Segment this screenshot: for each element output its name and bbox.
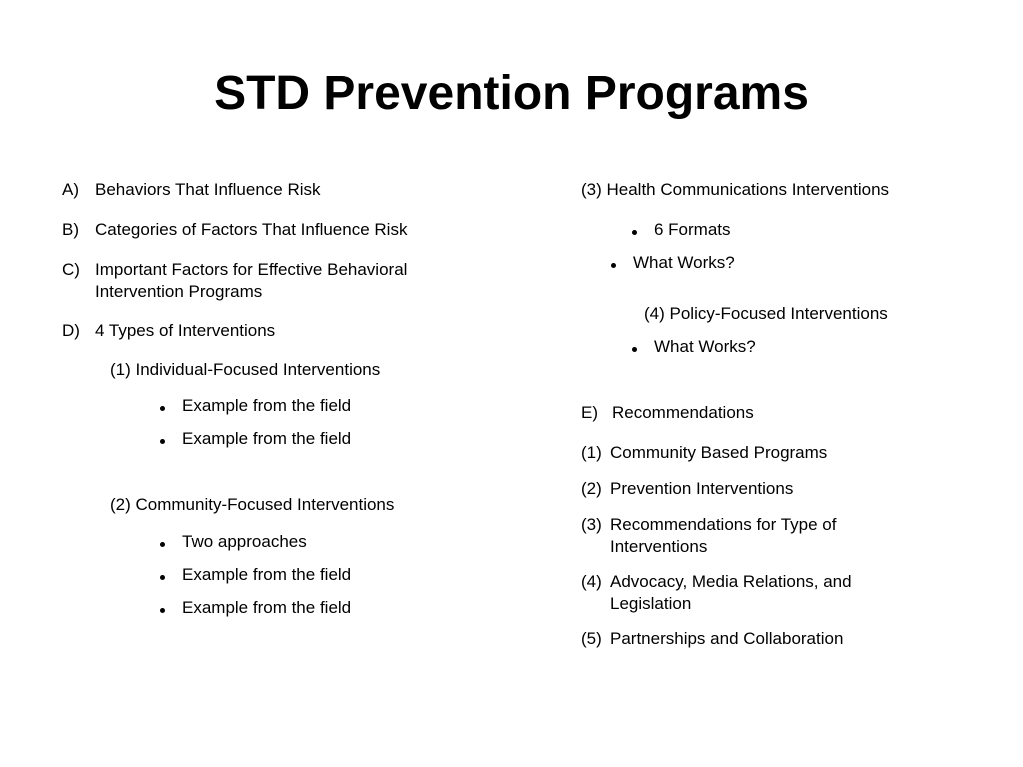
sub4-bullet-1: What Works? [654,337,756,356]
bullet-dot [160,439,165,444]
section-e-marker: E) [581,403,598,422]
sub4-heading: (4) Policy-Focused Interventions [644,304,888,323]
section-e-text: Recommendations [612,403,754,422]
bullet-dot [611,263,616,268]
rec-1-text: Community Based Programs [610,443,828,462]
item-a-marker: A) [62,180,79,199]
sub2-bullet-2: Example from the field [182,565,352,584]
slide-title: STD Prevention Programs [214,67,809,120]
bullet-dot [160,406,165,411]
sub3-heading: (3) Health Communications Interventions [581,180,890,199]
rec-4-text-line2: Legislation [610,594,692,613]
sub3-bullet-1: 6 Formats [654,220,731,239]
bullet-dot [160,542,165,547]
item-b-text: Categories of Factors That Influence Risk [95,220,408,239]
bullet-dot [632,347,637,352]
rec-4-num: (4) [581,572,602,591]
sub3-bullet-2: What Works? [633,253,735,272]
rec-2-text: Prevention Interventions [610,479,794,498]
rec-3-text-line2: Interventions [610,537,708,556]
sub1-heading: (1) Individual-Focused Interventions [110,360,381,379]
item-c-marker: C) [62,260,80,279]
item-b-marker: B) [62,220,79,239]
bullet-dot [160,575,165,580]
sub1-bullet-1: Example from the field [182,396,352,415]
rec-5-text: Partnerships and Collaboration [610,629,844,648]
rec-3-num: (3) [581,515,602,534]
item-c-text-line2: Intervention Programs [95,282,263,301]
item-d-text: 4 Types of Interventions [95,321,276,340]
bullet-dot [632,230,637,235]
rec-1-num: (1) [581,443,602,462]
rec-3-text-line1: Recommendations for Type of [610,515,837,534]
item-c-text-line1: Important Factors for Effective Behavioral [95,260,408,279]
sub1-bullet-2: Example from the field [182,429,352,448]
rec-4-text-line1: Advocacy, Media Relations, and [610,572,852,591]
rec-5-num: (5) [581,629,602,648]
bullet-dot [160,608,165,613]
sub2-bullet-3: Example from the field [182,598,352,617]
sub2-bullet-1: Two approaches [182,532,307,551]
rec-2-num: (2) [581,479,602,498]
item-d-marker: D) [62,321,80,340]
sub2-heading: (2) Community-Focused Interventions [110,495,395,514]
item-a-text: Behaviors That Influence Risk [95,180,321,199]
